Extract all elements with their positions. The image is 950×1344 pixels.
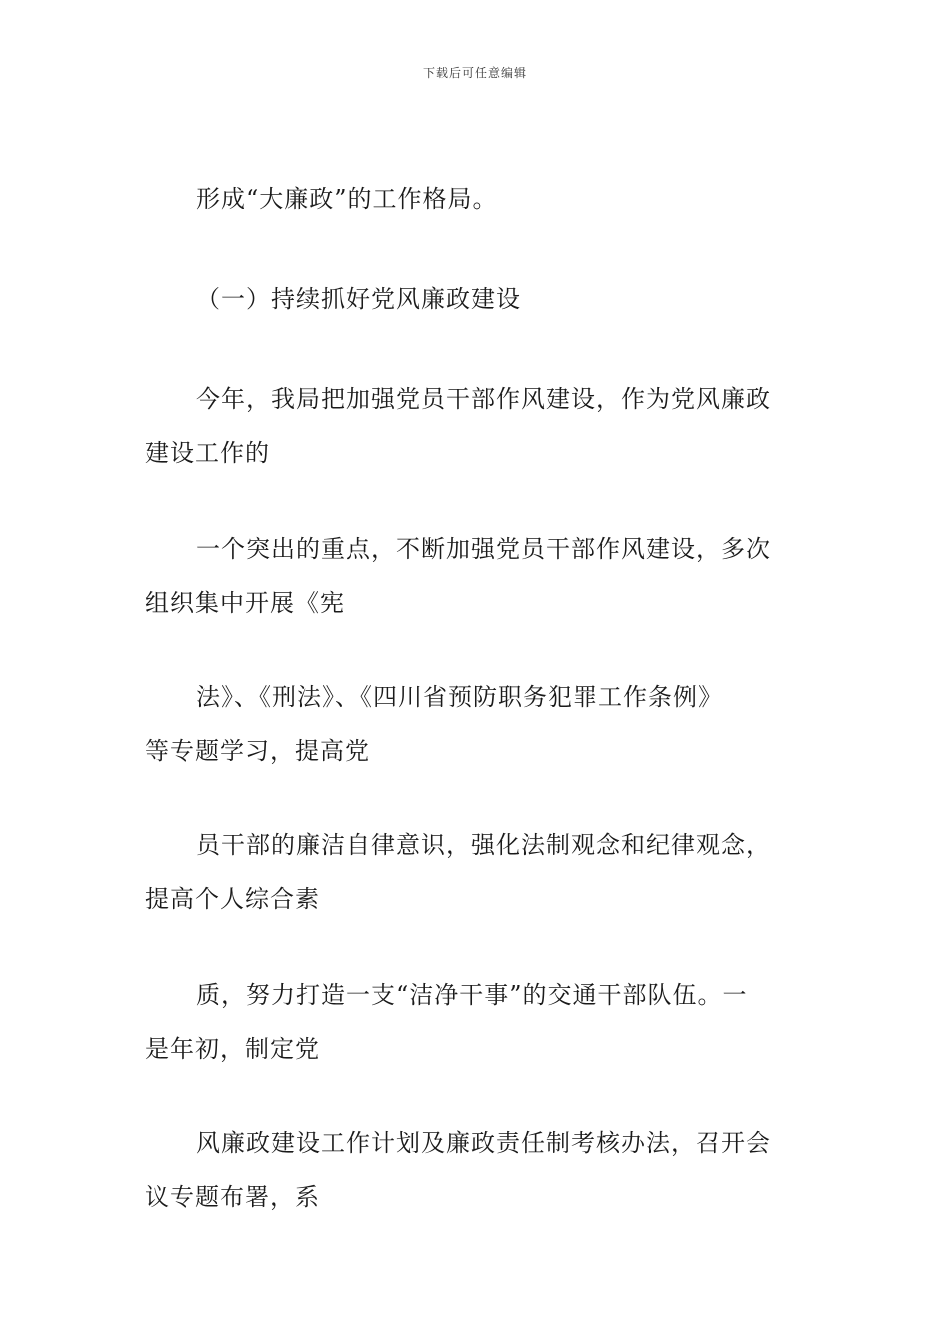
paragraph-2	[145, 522, 815, 630]
paragraph-6-line-1: 风廉政建设工作计划及廉政责任制考核办法，召开会	[196, 1129, 771, 1157]
paragraph-5-line-1: 质，努力打造一支“洁净干事”的交通干部队伍。一	[196, 981, 748, 1009]
paragraph-6-line-2: 议专题布署，系	[145, 1183, 320, 1211]
paragraph-1-line-2: 建设工作的	[145, 439, 270, 467]
section-heading: （一）持续抓好党风廉政建设	[196, 285, 521, 313]
page-header: 下载后可任意编辑	[422, 66, 527, 80]
paragraph-2-line-1: 一个突出的重点，不断加强党员干部作风建设，多次	[196, 535, 771, 563]
paragraph-3-line-1: 法》、《刑法》、《四川省预防职务犯罪工作条例》	[196, 683, 723, 711]
paragraph-3	[145, 670, 815, 778]
paragraph-4	[145, 818, 815, 926]
text-line-intro: 形成“大廉政”的工作格局。	[196, 185, 498, 213]
paragraph-2-line-2: 组织集中开展《宪	[145, 589, 345, 617]
paragraph-5	[145, 968, 815, 1076]
paragraph-5-line-2: 是年初，制定党	[145, 1035, 320, 1063]
paragraph-1	[145, 372, 815, 480]
paragraph-1-line-1: 今年，我局把加强党员干部作风建设，作为党风廉政	[196, 385, 771, 413]
paragraph-6	[145, 1116, 815, 1224]
paragraph-4-line-1: 员干部的廉洁自律意识，强化法制观念和纪律观念，	[196, 831, 771, 859]
paragraph-3-line-2: 等专题学习，提高党	[145, 737, 370, 765]
paragraph-4-line-2: 提高个人综合素	[145, 885, 320, 913]
